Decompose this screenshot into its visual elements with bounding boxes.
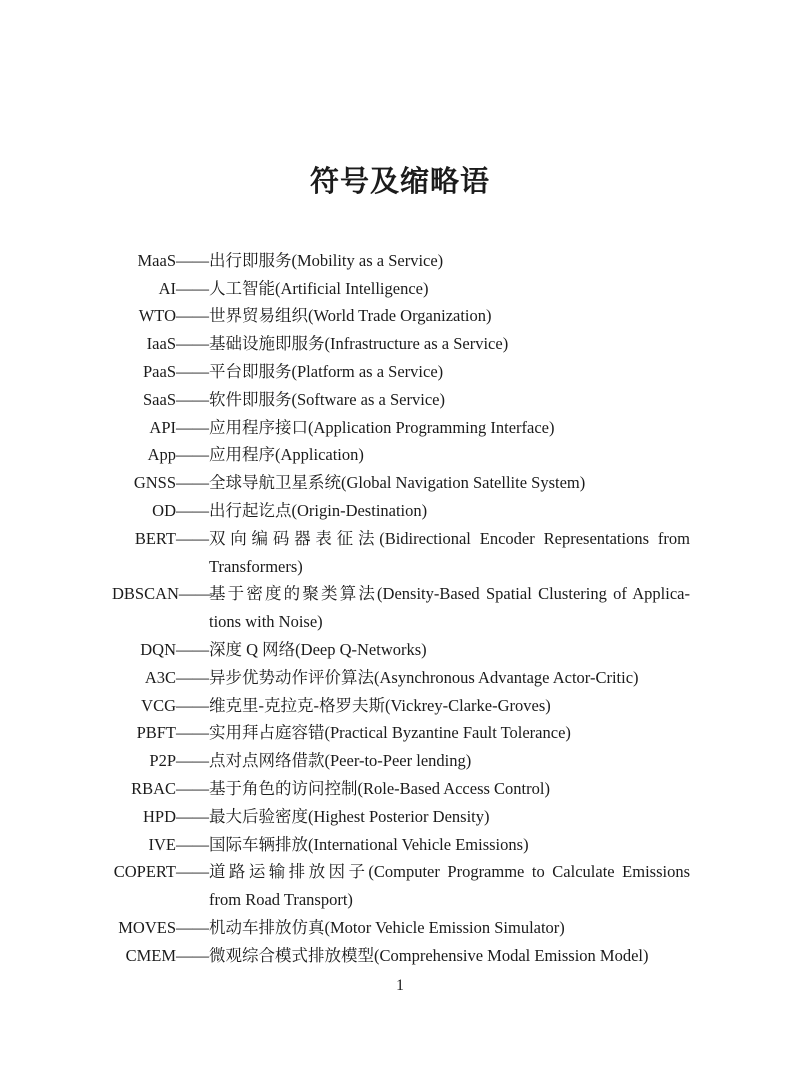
abbreviation-definition	[209, 692, 690, 720]
abbreviation-entry	[112, 803, 690, 831]
abbreviation-term: BERT——	[134, 528, 209, 548]
abbreviation-term: PaaS——	[143, 362, 209, 382]
page-number: 1	[396, 977, 404, 994]
abbreviation-definition	[209, 636, 690, 664]
definition-line: 维克里-克拉克-格罗夫斯(Vickrey-Clarke-Groves)	[209, 695, 551, 715]
definition-line: 实用拜占庭容错(Practical Byzantine Fault Tolerance)	[209, 723, 571, 743]
abbreviation-entry	[112, 747, 690, 775]
abbreviation-term: WTO——	[138, 306, 209, 326]
abbreviation-term: OD——	[152, 501, 209, 521]
abbreviation-definition	[209, 469, 690, 497]
abbreviation-entry	[112, 692, 690, 720]
abbreviation-definition	[209, 914, 690, 942]
abbreviation-term: VCG——	[141, 695, 209, 715]
abbreviation-entry	[112, 664, 690, 692]
abbreviation-term: API——	[149, 417, 209, 437]
abbreviation-definition	[209, 414, 690, 442]
abbreviation-definition	[209, 358, 690, 386]
definition-line: 应用程序(Application)	[209, 445, 364, 465]
abbreviation-entry	[112, 525, 690, 581]
abbreviation-definition	[209, 525, 690, 581]
definition-line: 软件即服务(Software as a Service)	[209, 389, 445, 409]
abbreviation-definition	[209, 580, 690, 636]
definition-line: 深度 Q 网络(Deep Q-Networks)	[209, 640, 427, 660]
abbreviation-entry	[112, 858, 690, 914]
definition-line: 全球导航卫星系统(Global Navigation Satellite System)	[209, 473, 586, 493]
abbreviation-term: P2P——	[149, 751, 209, 771]
abbreviation-definition	[209, 302, 690, 330]
abbreviation-definition	[209, 386, 690, 414]
abbreviation-definition	[209, 942, 690, 970]
abbreviation-definition	[209, 247, 690, 275]
abbreviation-term: COPERT——	[113, 862, 209, 882]
abbreviation-term: DBSCAN——	[112, 584, 212, 604]
abbreviation-entry	[112, 386, 690, 414]
abbreviation-definition	[209, 441, 690, 469]
abbreviation-term: AI——	[158, 278, 209, 298]
definition-line: 基于角色的访问控制(Role-Based Access Control)	[209, 779, 550, 799]
abbreviation-definition	[209, 664, 690, 692]
abbreviation-definition	[209, 497, 690, 525]
definition-line: 点对点网络借款(Peer-to-Peer lending)	[209, 751, 472, 771]
abbreviation-entry	[112, 441, 690, 469]
abbreviation-entry	[112, 330, 690, 358]
abbreviation-entry	[112, 775, 690, 803]
definition-line: Transformers)	[209, 556, 303, 576]
abbreviation-definition	[209, 775, 690, 803]
abbreviation-definition	[209, 747, 690, 775]
abbreviation-term: A3C——	[144, 667, 209, 687]
abbreviation-definition	[209, 831, 690, 859]
abbreviation-definition	[209, 803, 690, 831]
definition-line: 国际车辆排放(International Vehicle Emissions)	[209, 834, 529, 854]
abbreviation-entry	[112, 636, 690, 664]
definition-line: 应用程序接口(Application Programming Interface)	[209, 417, 555, 437]
abbreviation-entry	[112, 414, 690, 442]
abbreviation-entry	[112, 914, 690, 942]
definition-line: 基础设施即服务(Infrastructure as a Service)	[209, 334, 509, 354]
abbreviation-term: IVE——	[148, 834, 209, 854]
definition-line: 异步优势动作评价算法(Asynchronous Advantage Actor-Critic)	[209, 667, 639, 687]
abbreviation-entry	[112, 247, 690, 275]
abbreviation-term: App——	[147, 445, 209, 465]
abbreviation-term: RBAC——	[131, 779, 209, 799]
abbreviation-entry	[112, 302, 690, 330]
abbreviation-entry	[112, 942, 690, 970]
abbreviation-term: MaaS——	[137, 250, 209, 270]
abbreviation-entry	[112, 275, 690, 303]
page-title: 符号及缩略语	[309, 166, 490, 198]
definition-line: 基于密度的聚类算法(Density-Based Spatial Clustering of Applica-	[209, 584, 690, 604]
definition-line: 出行即服务(Mobility as a Service)	[209, 250, 444, 270]
definition-line: 平台即服务(Platform as a Service)	[209, 362, 444, 382]
abbreviation-term: DQN——	[140, 640, 209, 660]
abbreviation-term: HPD——	[142, 806, 209, 826]
abbreviation-entry	[112, 469, 690, 497]
abbreviation-list	[112, 247, 690, 970]
abbreviation-term: SaaS——	[143, 389, 209, 409]
definition-line: 人工智能(Artificial Intelligence)	[209, 278, 429, 298]
definition-line: 出行起讫点(Origin-Destination)	[209, 501, 428, 521]
definition-line: 双向编码器表征法(Bidirectional Encoder Representations from	[209, 528, 690, 548]
abbreviation-definition	[209, 858, 690, 914]
abbreviation-term: GNSS——	[133, 473, 209, 493]
definition-line: 最大后验密度(Highest Posterior Density)	[209, 806, 490, 826]
abbreviation-entry	[112, 831, 690, 859]
definition-line: 机动车排放仿真(Motor Vehicle Emission Simulator)	[209, 918, 565, 938]
abbreviation-definition	[209, 330, 690, 358]
definition-line: from Road Transport)	[209, 890, 353, 910]
abbreviation-term: CMEM——	[125, 945, 209, 965]
abbreviation-entry	[112, 719, 690, 747]
abbreviation-definition	[209, 275, 690, 303]
abbreviation-entry	[112, 497, 690, 525]
definition-line: 道路运输排放因子(Computer Programme to Calculate Emissions	[209, 862, 690, 882]
abbreviation-term: PBFT——	[136, 723, 209, 743]
definition-line: tions with Noise)	[209, 612, 323, 632]
definition-line: 微观综合模式排放模型(Comprehensive Modal Emission Model)	[209, 945, 649, 965]
definition-line: 世界贸易组织(World Trade Organization)	[209, 306, 492, 326]
abbreviation-definition	[209, 719, 690, 747]
abbreviation-entry	[112, 580, 690, 636]
abbreviation-term: MOVES——	[118, 918, 209, 938]
abbreviation-term: IaaS——	[146, 334, 209, 354]
abbreviation-entry	[112, 358, 690, 386]
